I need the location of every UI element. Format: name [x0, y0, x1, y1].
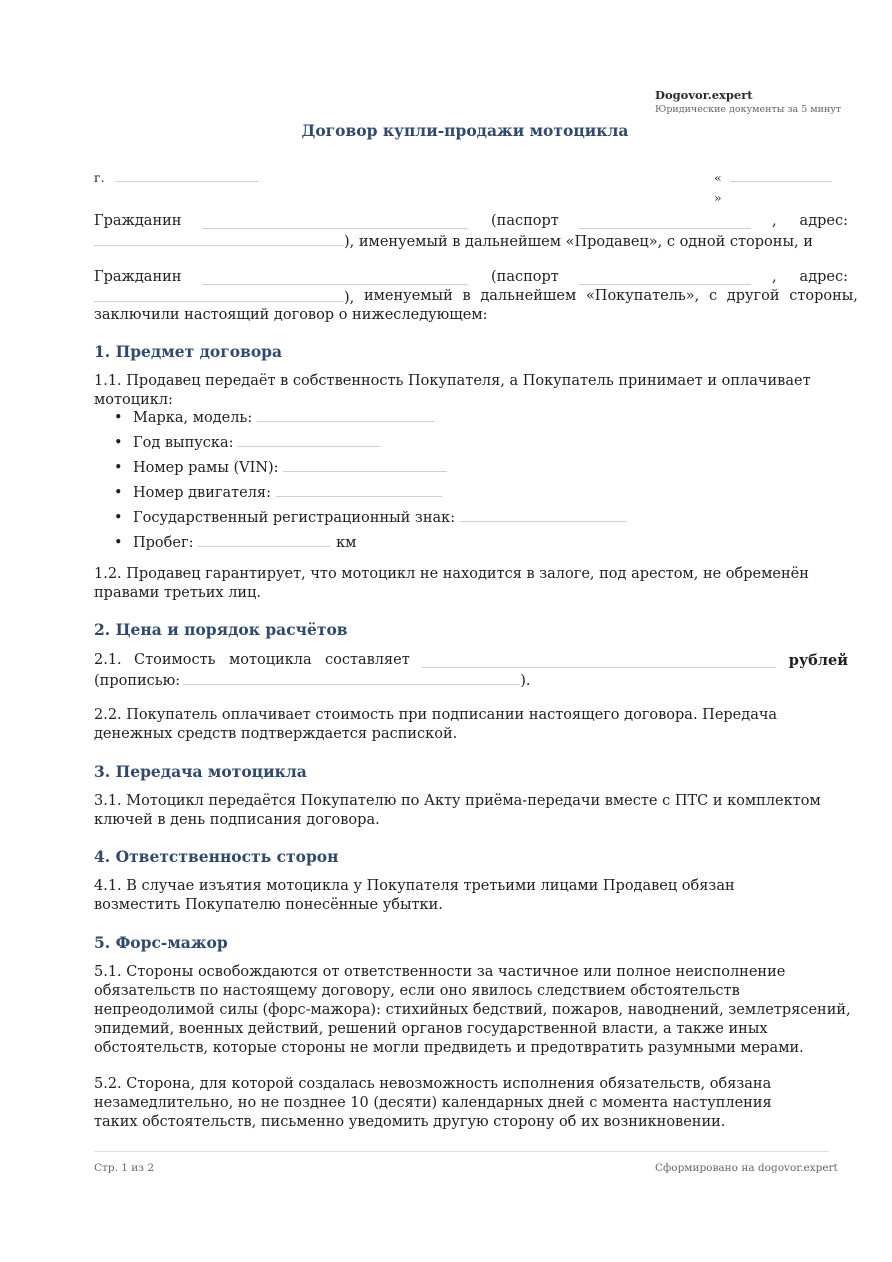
buyer-name-blank	[202, 270, 468, 285]
list-item-mileage	[112, 531, 626, 556]
footer-divider	[94, 1151, 829, 1152]
vin-blank	[283, 457, 447, 472]
buyer-citizen-word: Гражданин	[94, 269, 182, 285]
city-blank	[115, 167, 259, 182]
year-label: Год выпуска:	[133, 435, 234, 451]
buyer-passport-blank	[579, 270, 751, 285]
s2-1-rub: рублей	[788, 652, 848, 669]
s2-1-c: мотоцикла	[229, 652, 312, 668]
motorcycle-details-list	[112, 406, 626, 556]
mileage-blank	[198, 532, 330, 547]
date-blank	[730, 167, 832, 182]
section-4-1-text: 4.1. В случае изъятия мотоцикла у Покупателя третьими лицами Продавец обязан возместить Покупателю понесённые убытки.	[94, 878, 735, 913]
buyer-line-2-f: с	[708, 288, 718, 304]
seller-line-2-tail: ), именуемый в дальнейшем «Продавец», с одной стороны, и	[344, 234, 813, 250]
seller-comma: ,	[772, 213, 777, 229]
section-1-1-text: 1.1. Продавец передаёт в собственность Покупателя, а Покупатель принимает и оплачивает мотоцикл:	[94, 373, 811, 408]
brand-tagline: Юридические документы за 5 минут	[655, 104, 842, 115]
list-item-plate	[112, 506, 626, 531]
date-quote-open: «	[714, 170, 722, 185]
buyer-line-3: заключили настоящий договор о нижеследующем:	[94, 307, 488, 323]
list-item-engine	[112, 481, 626, 506]
date-quote-close: »	[714, 190, 722, 205]
buyer-line-2-c: в	[462, 288, 471, 304]
document-title: Договор купли-продажи мотоцикла	[301, 121, 629, 140]
section-3-heading: 3. Передача мотоцикла	[94, 762, 307, 781]
s2-1-line2-b: ).	[520, 673, 531, 689]
buyer-line-2	[94, 287, 858, 308]
seller-citizen-word: Гражданин	[94, 213, 182, 229]
brand-block	[655, 88, 841, 117]
engine-blank	[276, 482, 442, 497]
engine-label: Номер двигателя:	[133, 485, 271, 501]
price-blank	[422, 653, 776, 668]
section-2-2-text: 2.2. Покупатель оплачивает стоимость при подписании настоящего договора. Передача денежных средств подтверждается распиской.	[94, 707, 778, 742]
section-5-2-text: 5.2. Сторона, для которой создалась невозможность исполнения обязательств, обязана незамедлительно, но не позднее 10 (десяти) календарных дней с момента наступления таких обстоятельств, письменно уведомить другую сторону об их возникновении.	[94, 1076, 772, 1130]
section-2-1-line-2	[94, 670, 848, 691]
seller-line-2	[94, 231, 848, 252]
buyer-comma: ,	[772, 269, 777, 285]
price-in-words-blank	[183, 670, 520, 685]
section-5-1-text: 5.1. Стороны освобождаются от ответственности за частичное или полное неисполнение обязательств по настоящему договору, если оно явилось следствием обстоятельств непреодолимой силы (форс-мажора): стихийных бедствий, пожаров, наводнений, землетрясений, эпидемий, военных действий, решений органов государственной власти, а также иных обстоятельств, которые стороны не могли предвидеть и предотвратить разумными мерами.	[94, 964, 851, 1056]
section-1-heading: 1. Предмет договора	[94, 342, 283, 361]
seller-address-blank	[94, 231, 344, 246]
buyer-address-group	[94, 287, 354, 308]
section-2-heading: 2. Цена и порядок расчётов	[94, 620, 348, 639]
vin-label: Номер рамы (VIN):	[133, 460, 279, 476]
brand-name: Dogovor.expert	[655, 88, 753, 102]
mileage-unit: км	[336, 535, 357, 551]
list-item-make	[112, 406, 626, 431]
plate-blank	[460, 507, 626, 522]
buyer-line-2-e: «Покупатель»,	[585, 288, 700, 304]
footer-generated-note: Сформировано на dogovor.expert	[655, 1162, 838, 1174]
year-blank	[238, 432, 380, 447]
plate-label: Государственный регистрационный знак:	[133, 510, 456, 526]
s2-1-line2-a: (прописью:	[94, 673, 181, 689]
date-field	[714, 167, 848, 208]
s2-1-b: Стоимость	[134, 652, 216, 668]
buyer-line-2-h: стороны,	[789, 288, 858, 304]
place-date-line	[94, 167, 848, 205]
page-number: Стр. 1 из 2	[94, 1162, 155, 1174]
buyer-address-word: адрес:	[799, 269, 848, 285]
buyer-line-2-d: дальнейшем	[480, 288, 577, 304]
seller-name-blank	[202, 214, 468, 229]
buyer-line-2-a: ),	[344, 290, 355, 306]
s2-1-d: составляет	[325, 652, 410, 668]
section-5-heading: 5. Форс-мажор	[94, 933, 228, 952]
buyer-line-2-b: именуемый	[363, 288, 453, 304]
seller-address-word: адрес:	[799, 213, 848, 229]
section-1-2-text: 1.2. Продавец гарантирует, что мотоцикл не находится в залоге, под арестом, не обременён правами третьих лиц.	[94, 566, 809, 601]
buyer-line-2-g: другой	[726, 288, 780, 304]
make-blank	[257, 407, 435, 422]
list-item-vin	[112, 456, 626, 481]
city-prefix: г.	[94, 170, 105, 185]
section-3-1-text: 3.1. Мотоцикл передаётся Покупателю по Акту приёма-передачи вместе с ПТС и комплектом ключей в день подписания договора.	[94, 793, 821, 828]
s2-1-a: 2.1.	[94, 652, 122, 668]
mileage-label: Пробег:	[133, 535, 194, 551]
seller-passport-blank	[579, 214, 751, 229]
buyer-passport-word: (паспорт	[491, 269, 559, 285]
list-item-year	[112, 431, 626, 456]
seller-passport-word: (паспорт	[491, 213, 559, 229]
section-4-heading: 4. Ответственность сторон	[94, 847, 339, 866]
make-label: Марка, модель:	[133, 410, 253, 426]
buyer-address-blank	[94, 287, 344, 302]
